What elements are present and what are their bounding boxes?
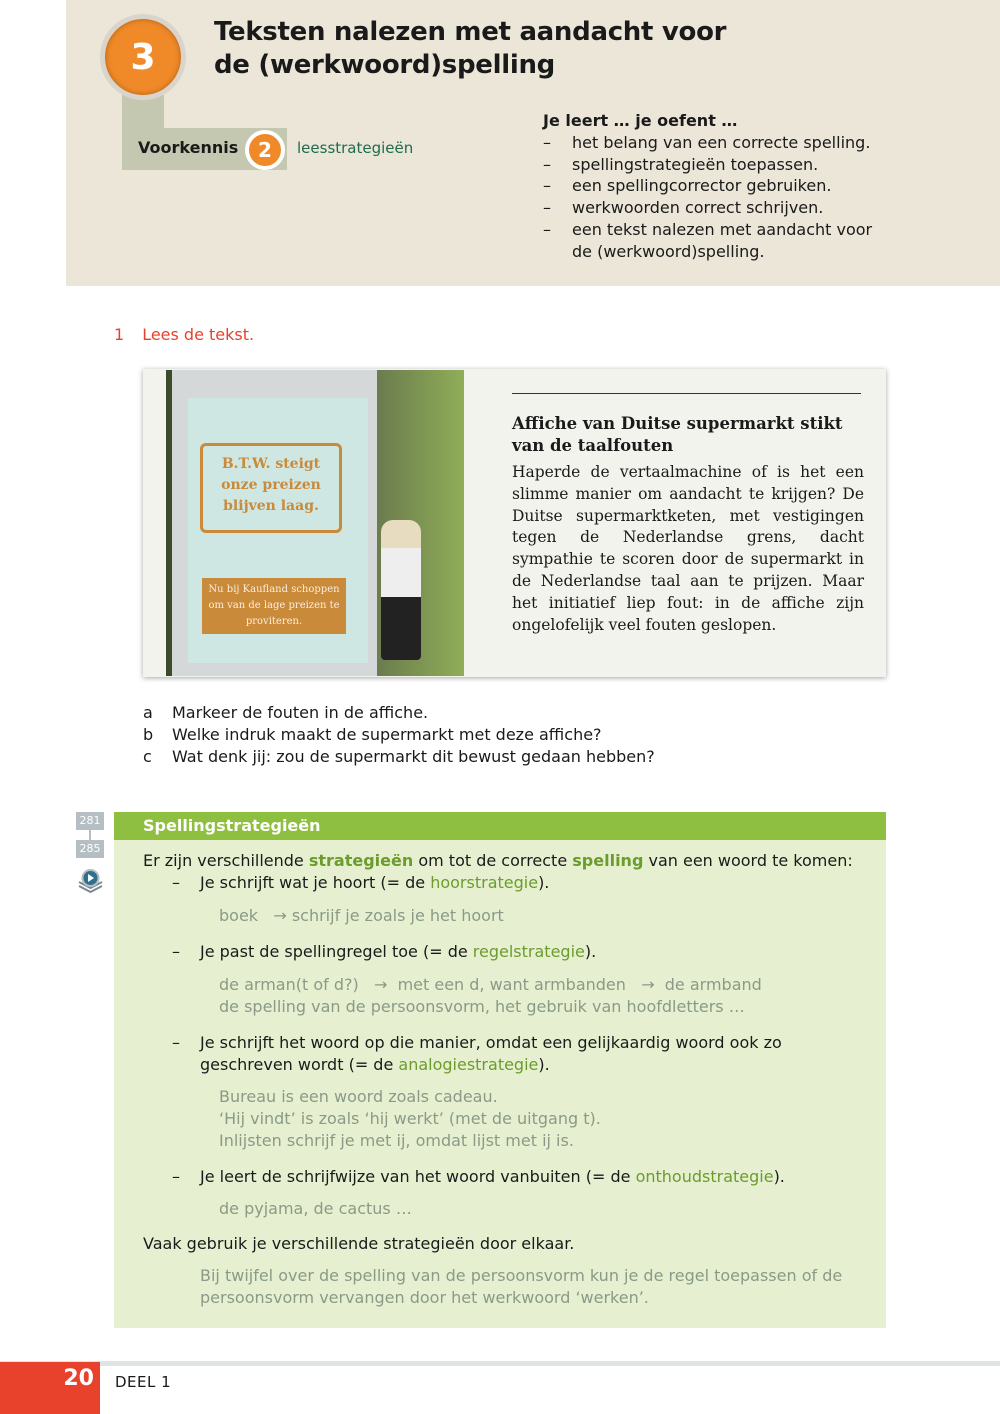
exercise-instruction: 1 Lees de tekst. — [114, 325, 255, 344]
person-figure — [381, 520, 421, 660]
strategy-item: – Je leert de schrijfwijze van het woord vanbuiten (= de onthoudstrategie). — [143, 1166, 863, 1188]
strategy-example: de pyjama, de cactus … — [219, 1198, 412, 1218]
strategy-example: de spelling van de persoonsvorm, het gebruik van hoofdletters … — [219, 996, 745, 1016]
bus-shelter — [172, 370, 377, 676]
footer-rule — [0, 1361, 1000, 1366]
learning-goal: – werkwoorden correct schrijven. — [543, 197, 888, 219]
article-card — [143, 369, 886, 677]
poster-bottom-text: Nu bij Kaufland schoppen om van de lage preizen te proviteren. — [202, 578, 346, 634]
strategy-item: – Je past de spellingregel toe (= de regelstrategie). — [143, 941, 863, 963]
theory-box — [114, 812, 886, 1328]
prior-chapter-badge[interactable]: 2 — [245, 130, 285, 170]
strategy-example: Inlijsten schrijf je met ij, omdat lijst met ij is. — [219, 1130, 574, 1150]
page-title: Teksten nalezen met aandacht voor de (werkwoord)spelling — [214, 17, 727, 80]
part-label: DEEL 1 — [115, 1373, 172, 1391]
strategy-item: – Je schrijft het woord op die manier, omdat een gelijkaardig woord ook zo geschreven wordt (= de analogiestrategie). — [143, 1032, 863, 1076]
poster — [188, 398, 368, 663]
strategy-example: Bureau is een woord zoals cadeau. — [219, 1087, 498, 1107]
strategy-example: de arman(t of d?) → met een d, want armbanden → de armband — [219, 975, 762, 995]
chapter-number-badge: 3 — [100, 14, 186, 100]
video-layers-icon[interactable] — [76, 868, 105, 897]
ref-page-from[interactable]: 281 — [76, 812, 104, 830]
learning-goals-heading: Je leert … je oefent … — [543, 111, 738, 130]
article-title: Affiche van Duitse supermarkt stikt van de taalfouten — [512, 414, 843, 455]
learning-goal: – een tekst nalezen met aandacht voor de (werkwoord)spelling. — [543, 219, 888, 263]
theory-title: Spellingstrategieën — [114, 812, 886, 840]
learning-goal: – het belang van een correcte spelling. — [543, 132, 888, 154]
ref-page-to[interactable]: 285 — [76, 840, 104, 858]
theory-intro: Er zijn verschillende strategieën om tot de correcte spelling van een woord te komen: — [143, 851, 853, 870]
poster-photo — [166, 370, 464, 676]
strategy-example: ‘Hij vindt’ is zoals ‘hij werkt’ (met de uitgang t). — [219, 1109, 601, 1129]
page-number: 20 — [0, 1362, 100, 1414]
divider — [512, 393, 861, 394]
learning-goal: – een spellingcorrector gebruiken. — [543, 175, 888, 197]
strategy-item: – Je schrijft wat je hoort (= de hoorstrategie). — [143, 872, 863, 894]
theory-tip: Bij twijfel over de spelling van de persoonsvorm kun je de regel toepassen of de persoonsvorm vervangen door het werkwoord ‘werken’. — [200, 1266, 843, 1307]
prior-topic-link[interactable]: leesstrategieën — [297, 139, 414, 157]
theory-outro: Vaak gebruik je verschillende strategieën door elkaar. — [143, 1234, 575, 1254]
learning-goal: – spellingstrategieën toepassen. — [543, 154, 888, 176]
questions — [143, 702, 655, 767]
learning-goals — [543, 110, 888, 263]
prior-knowledge-label: Voorkennis — [138, 138, 239, 157]
question: c Wat denk jij: zou de supermarkt dit bewust gedaan hebben? — [143, 746, 655, 766]
question: b Welke indruk maakt de supermarkt met deze affiche? — [143, 724, 602, 744]
question: a Markeer de fouten in de affiche. — [143, 703, 429, 722]
poster-banner-text: B.T.W. steigt onze preizen blijven laag. — [200, 443, 342, 533]
strategy-example: boek → schrijf je zoals je het hoort — [219, 905, 504, 925]
article-body: Haperde de vertaalmachine of is het een slimme manier om aandacht te krijgen? De Duitse supermarktketen, met vestigingen tegen de Nederlandse grens, dacht sympathie te scoren door de supermarkt in de Nederlandse taal aan te prijzen. Maar het initiatief liep fout: in de affiche zijn ongelofelijk veel fouten geslopen. — [512, 463, 864, 634]
